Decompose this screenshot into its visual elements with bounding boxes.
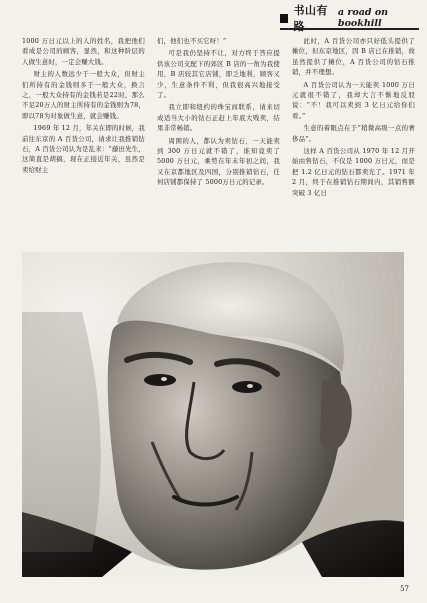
text-column-1 xyxy=(22,36,145,232)
running-header xyxy=(280,4,419,33)
paragraph: 可是我仍坚持不让，对方终于答应提供该公司支配下的郊区 B 店的一角为我使用，B 店较其它店铺，即乏地利，顾客又少，生意条件不利，但我很高兴地接受了。 xyxy=(157,49,280,100)
text-columns xyxy=(22,36,415,232)
paragraph: A 百货公司认为一天能卖 1000 万日元就很不错了，我却大言不惭地反驳说：“不！我可以卖到 3 亿日元给你们看。” xyxy=(292,80,415,120)
paragraph: 此时，A 百货公司亦只好低头提供了摊位，但东京地区，因 B 店已在推销，故虽然提供了摊位，A 百货公司的钻石推销，并不理想。 xyxy=(292,37,415,77)
paragraph: 财主的人数远少于一般大众，但财主们所持有的金钱则多于一般大众，换言之，一般大众持有的金钱若是22时，那么不足20万人的财主所持有的金钱则为78，即以78为对象做生意，就会赚钱。 xyxy=(22,70,145,120)
portrait-illustration xyxy=(22,252,404,577)
header-chinese-title: 书山有路 xyxy=(293,4,329,33)
paragraph: 1969 年 12 月，年关在即的时候，我前往东京的 A 百货公司，请求让我推销钻石，A 百货公司认为是乱来：“藤田先生，这简直是胡搞，现在正接近年关，虽然是卖给财主 xyxy=(22,124,145,174)
paragraph: 这样 A 百货公司从 1970 年 12 月开始由售钻石，不仅是 1000 万日元，而是把 1.2 亿日元的钻石都卖光了。1971 年 2 月，终于在推销钻石期间内，其销售额突破 3 亿日 xyxy=(292,147,415,197)
text-column-2 xyxy=(157,36,280,232)
paragraph: 生意的着眼点在于“稍微高级一点的奢侈品”。 xyxy=(292,124,415,143)
header-english-title: a road on bookhill xyxy=(337,7,389,29)
paragraph: 我立即和纽约的珠宝商联系，请来切成适当大小的钻石正赶上年底大贱卖，结果非常畅销。 xyxy=(157,103,280,133)
header-square-icon xyxy=(280,14,288,23)
paragraph: 1000 万日元以上的人的姓名，我把他们看成是公司的顾客，显然，和这种阶层的人做生意时，一定会赚大钱。 xyxy=(22,37,145,66)
portrait-photo xyxy=(22,252,404,577)
paragraph: 周围的人，都认为卖钻石，一天能卖到 300 万日元就不错了，谁知竟卖了 5000 万日元，乘势在年末年初之间，我又在京都地区及四国，分别推销钻石，任何店铺都保持了 5000万日元的记录。 xyxy=(157,136,280,187)
paragraph: 们，他们也不买它呀！” xyxy=(157,37,227,45)
page-number: 57 xyxy=(400,585,409,593)
text-column-3 xyxy=(292,36,415,232)
